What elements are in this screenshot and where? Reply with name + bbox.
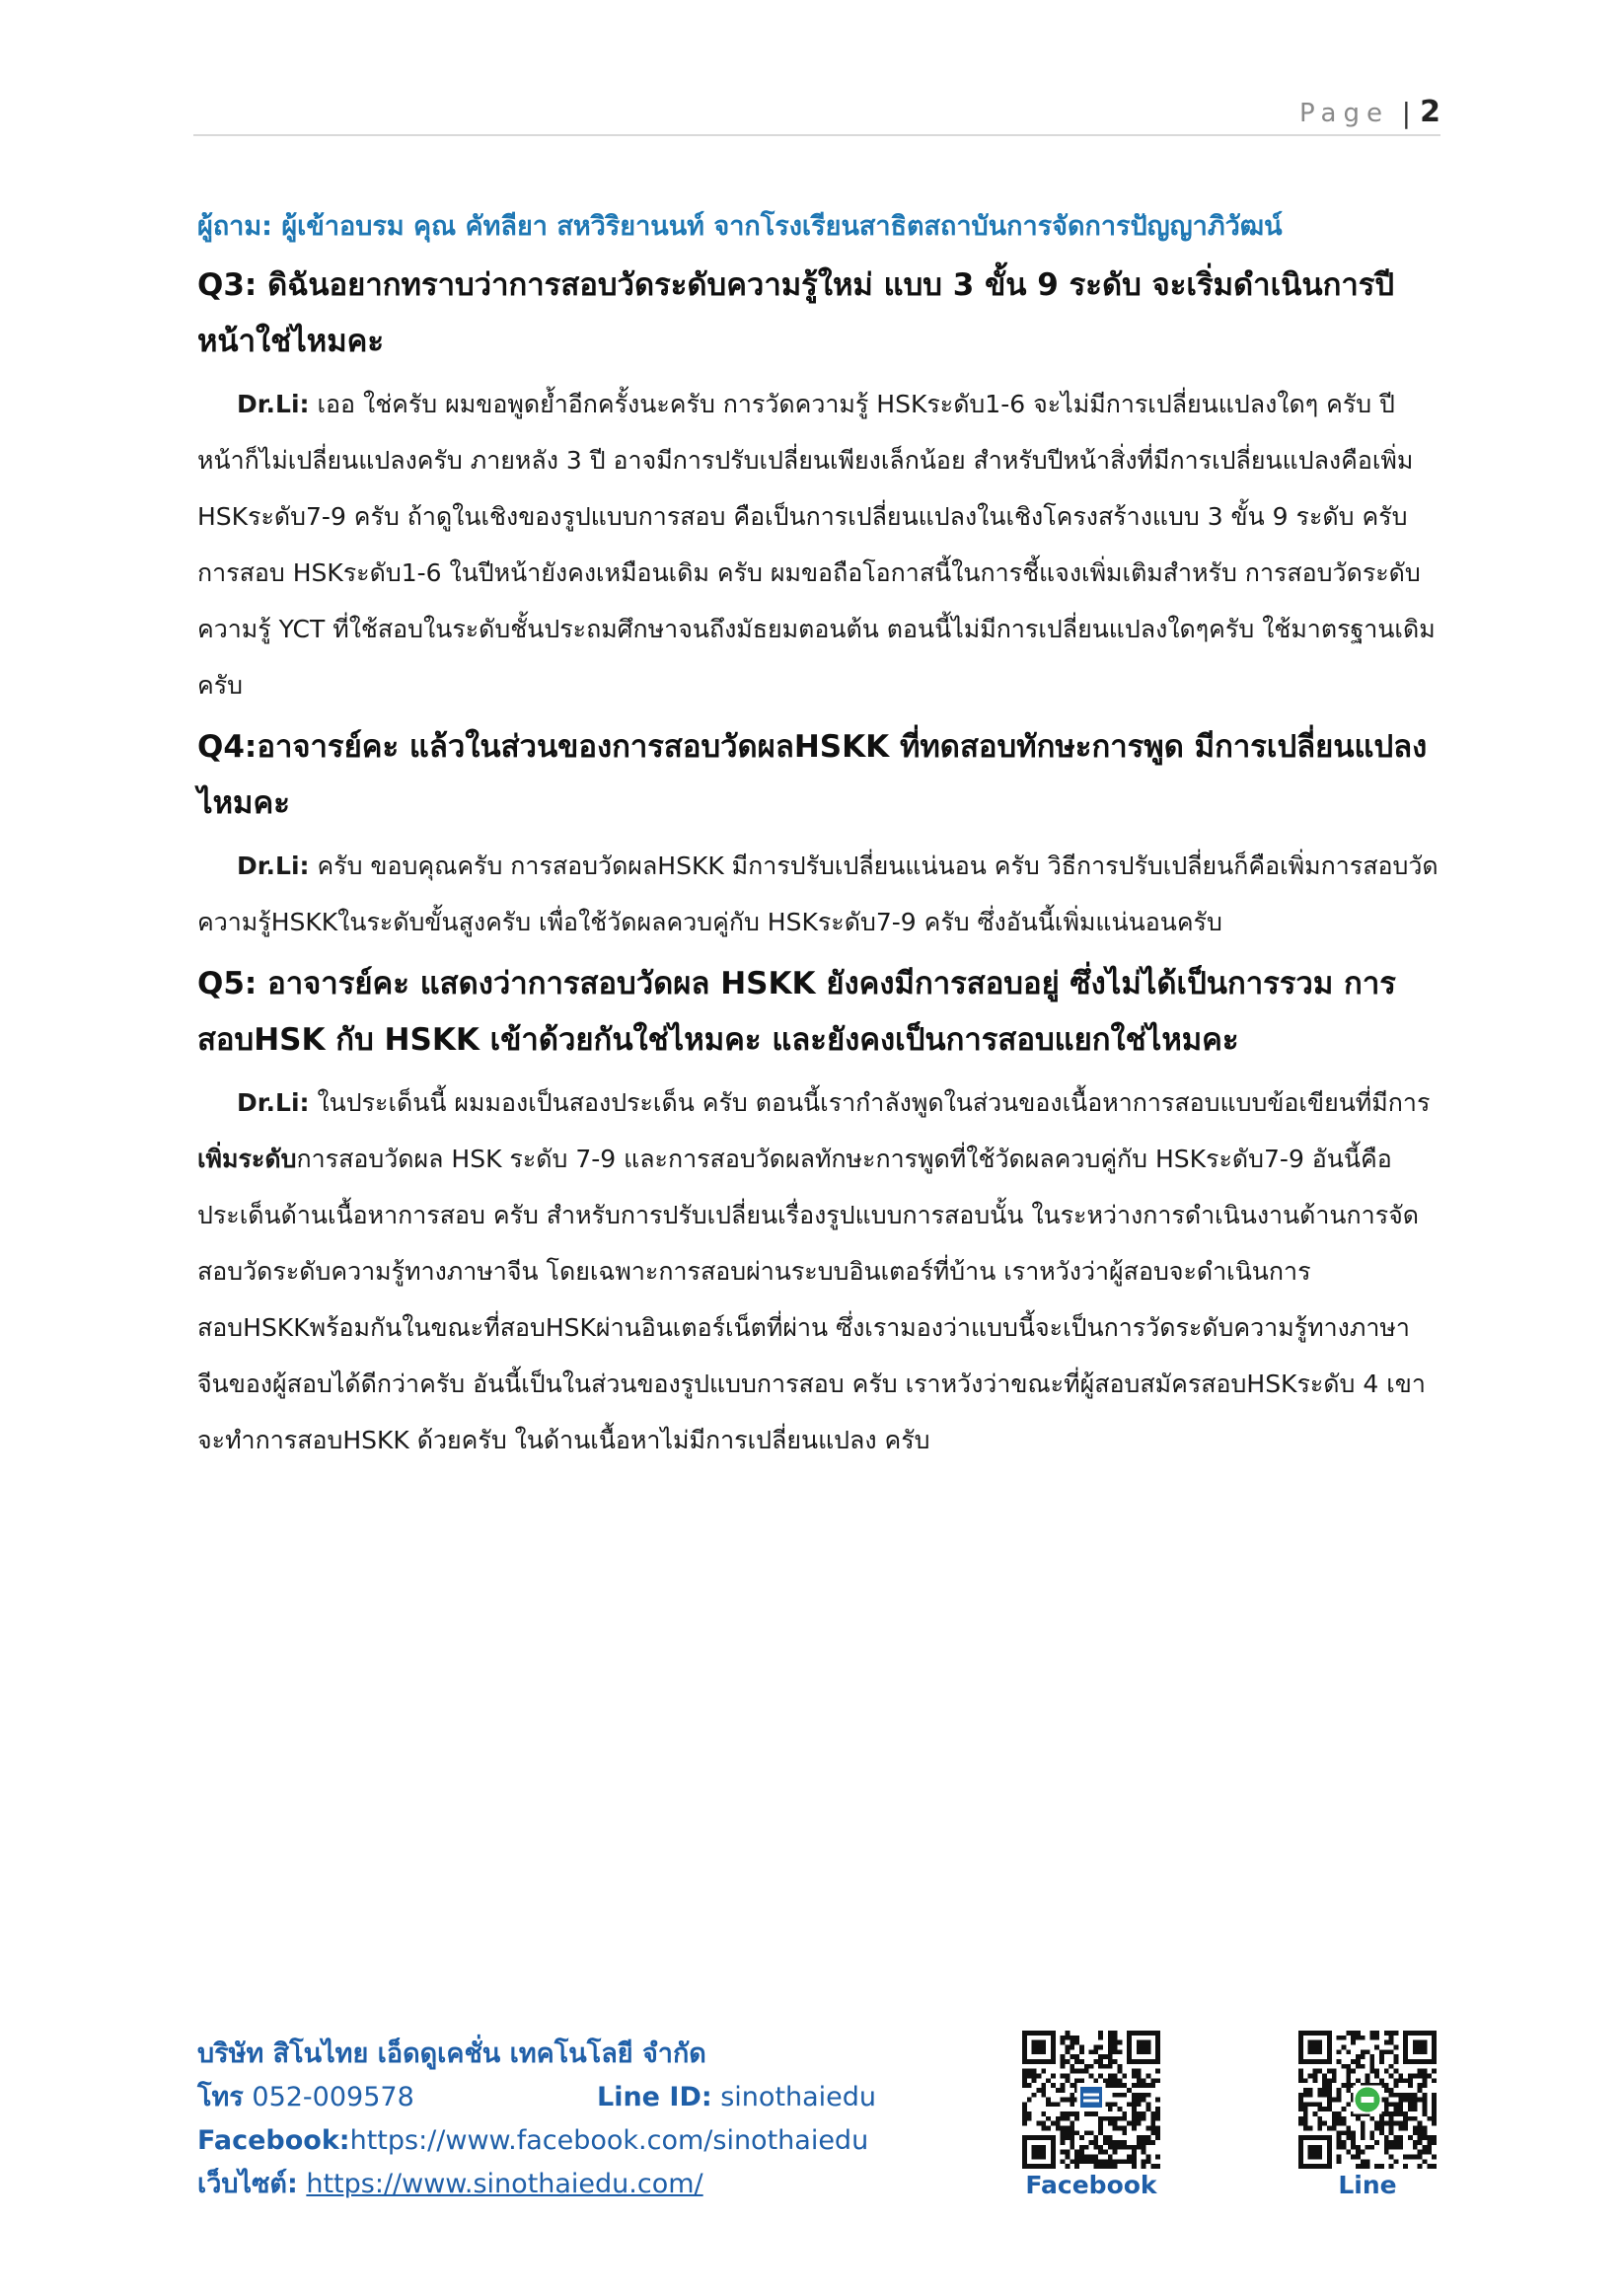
facebook-label: Facebook: — [197, 2125, 350, 2156]
facebook-url[interactable]: https://www.facebook.com/sinothaiedu — [349, 2125, 869, 2156]
answer-text: เออ ใช่ครับ ผมขอพูดย้ำอีกครั้งนะครับ การวัดความรู้ HSKระดับ1-6 จะไม่มีการเปลี่ยนแปลงใดๆ ครับ ปีหน้าก็ไม่เปลี่ยนแปลงครับ ภายหลัง 3 ปี อาจมีการปรับเปลี่ยนเพียงเล็กน้อย สำหรับปีหน้าสิ่งที่มีการเปลี่ยนแปลงคือเพิ่ม HSKระดับ7-9 ครับ ถ้าดูในเชิงของรูปแบบการสอบ คือเป็นการเปลี่ยนแปลงในเชิงโครงสร้างแบบ 3 ขั้น 9 ระดับ ครับ การสอบ HSKระดับ1-6 ในปีหน้ายังคงเหมือนเดิม ครับ ผมขอถือโอกาสนี้ในการชี้แจงเพิ่มเติมสำหรับ การสอบวัดระดับความรู้ YCT ที่ใช้สอบในระดับชั้นประถมศึกษาจนถึงมัธยมตอนต้น ตอนนี้ไม่มีการเปลี่ยนแปลงใดๆครับ ใช้มาตรฐานเดิม ครับ — [197, 390, 1436, 700]
answer-q4 — [197, 838, 1439, 950]
question-q5: Q5: อาจารย์คะ แสดงว่าการสอบวัดผล HSKK ยังคงมีการสอบอยู่ ซึ่งไม่ได้เป็นการรวม การสอบHSK กับ HSKK เข้าด้วยกันใช่ไหมคะ และยังคงเป็นการสอบแยกใช่ไหมคะ — [197, 966, 1396, 1058]
question-q4: Q4:อาจารย์คะ แล้วในส่วนของการสอบวัดผลHSKK ที่ทดสอบทักษะการพูด มีการเปลี่ยนแปลงไหมคะ — [197, 729, 1428, 821]
facebook-qr-code-icon[interactable] — [1022, 2031, 1160, 2169]
website-link[interactable]: https://www.sinothaiedu.com/ — [306, 2169, 703, 2199]
answer-text-part-2: การสอบวัดผล HSK ระดับ 7-9 และการสอบวัดผลทักษะการพูดที่ใช้วัดผลควบคู่กับ HSKระดับ7-9 อันนี้คือประเด็นด้านเนื้อหาการสอบ ครับ สำหรับการปรับเปลี่ยนเรื่องรูปแบบการสอบนั้น ในระหว่างการดำเนินงานด้านการจัดสอบวัดระดับความรู้ทางภาษาจีน โดยเฉพาะการสอบผ่านระบบอินเตอร์ที่บ้าน เราหวังว่าผู้สอบจะดำเนินการสอบHSKKพร้อมกันในขณะที่สอบHSKผ่านอินเตอร์เน็ตที่ผ่าน ซึ่งเรามองว่าแบบนี้จะเป็นการวัดระดับความรู้ทางภาษาจีนของผู้สอบได้ดีกว่าครับ อันนี้เป็นในส่วนของรูปแบบการสอบ ครับ เราหวังว่าขณะที่ผู้สอบสมัครสอบHSKระดับ 4 เขาจะทำการสอบHSKK ด้วยครับ ในด้านเนื้อหาไม่มีการเปลี่ยนแปลง ครับ — [197, 1145, 1426, 1454]
page-label: Page — [1299, 99, 1389, 128]
company-name: บริษัท สิโนไทย เอ็ดดูเคชั่น เทคโนโลยี จำกัด — [197, 2038, 706, 2069]
footer-contact — [197, 2033, 947, 2206]
answer-q3 — [197, 376, 1439, 713]
contact-row-facebook — [197, 2119, 947, 2163]
line-qr-code-icon[interactable] — [1298, 2031, 1437, 2169]
speaker-label: Dr.Li: — [237, 390, 310, 418]
question-q3: Q3: ดิฉันอยากทราบว่าการสอบวัดระดับความรู้ใหม่ แบบ 3 ขั้น 9 ระดับ จะเริ่มดำเนินการปีหน้าใช่ไหมคะ — [197, 267, 1395, 359]
speaker-label: Dr.Li: — [237, 1088, 310, 1117]
document-body — [197, 202, 1439, 1468]
facebook-qr-label: Facebook — [1025, 2171, 1157, 2199]
page-number: 2 — [1420, 95, 1440, 129]
page-separator: | — [1401, 97, 1411, 129]
line-qr-label: Line — [1338, 2171, 1397, 2199]
answer-q5 — [197, 1074, 1439, 1468]
phone-label: โทร — [197, 2082, 244, 2112]
answer-emphasis: เพิ่มระดับ — [197, 1145, 297, 1173]
asker-line: ผู้ถาม: ผู้เข้าอบรม คุณ คัทลียา สหวิริยานนท์ จากโรงเรียนสาธิตสถาบันการจัดการปัญญาภิวัฒน์ — [197, 211, 1283, 242]
page-header — [193, 95, 1440, 136]
contact-row-website — [197, 2163, 947, 2206]
line-id-value: sinothaiedu — [711, 2082, 877, 2112]
line-id-label: Line ID: — [597, 2082, 712, 2112]
speaker-label: Dr.Li: — [237, 852, 310, 880]
website-label: เว็บไซต์: — [197, 2169, 298, 2199]
answer-text: ครับ ขอบคุณครับ การสอบวัดผลHSKK มีการปรับเปลี่ยนแน่นอน ครับ วิธีการปรับเปลี่ยนก็คือเพิ่มการสอบวัดความรู้HSKKในระดับขั้นสูงครับ เพื่อใช้วัดผลควบคู่กับ HSKระดับ7-9 ครับ ซึ่งอันนี้เพิ่มแน่นอนครับ — [197, 852, 1439, 936]
line-id — [597, 2076, 876, 2119]
phone-number: 052-009578 — [243, 2082, 414, 2112]
contact-row-phone — [197, 2076, 947, 2119]
answer-text-part-1: ในประเด็นนี้ ผมมองเป็นสองประเด็น ครับ ตอนนี้เรากำลังพูดในส่วนของเนื้อหาการสอบแบบข้อเขียนที่มีการ — [309, 1088, 1431, 1117]
header-divider — [193, 134, 1440, 136]
